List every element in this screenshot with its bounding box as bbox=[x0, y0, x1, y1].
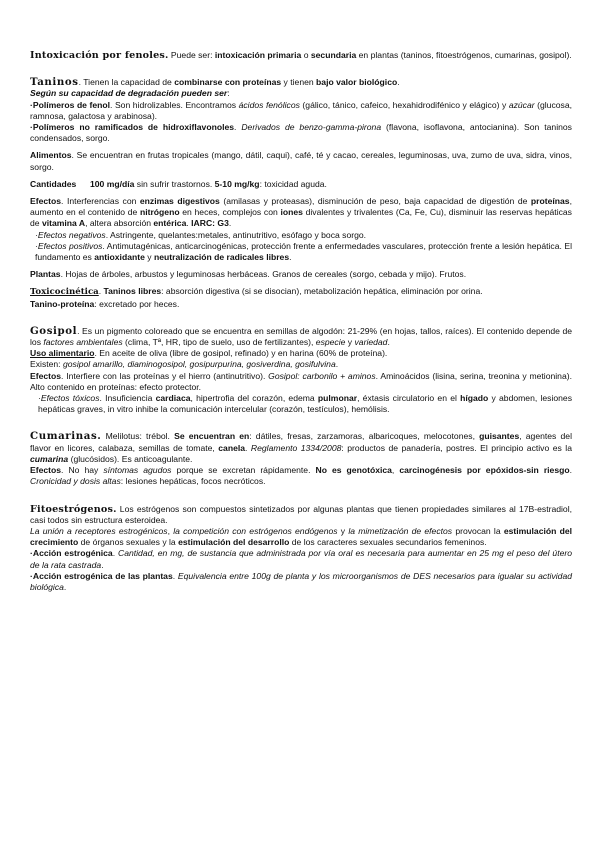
cumarinas-efectos: Efectos. No hay síntomas agudos porque se excretan rápidamente. No es genotóxica, carcinogénesis por epóxidos-sin riesgo. Cronicidad y dosis altas: lesiones hepáticas, focos necróticos. bbox=[30, 465, 573, 487]
document-page bbox=[30, 50, 572, 593]
taninos-polimeros-fenol: ·Polímeros de fenol. Son hidrolizables. Encontramos ácidos fenólicos (gálico, tánico, cafeico, hexahidrodifénico y elágico) y azúcar (glucosa, ramnosa, galactosa y arabinosa). bbox=[30, 99, 573, 121]
gosipol-efectos-toxicos: ·Efectos tóxicos. Insuficiencia cardiaca, hipertrofia del corazón, edema pulmonar, éxtasis circulatorio en el hígado y abdomen, lesiones hepáticas graves, in vitro inhibe la comunicación intercelular (corazón, testículos), hemólisis. bbox=[38, 393, 572, 415]
fitoestrogenos-accion-plantas: ·Acción estrogénica de las plantas. Equivalencia entre 100g de planta y los microorganismos de DES necesarios para igualar su actividad biológica. bbox=[30, 570, 573, 592]
gosipol-paragraph: Gosipol. Es un pigmento coloreado que se encuentra en semillas de algodón: 21-29% (en hojas, tallos, raíces). El contenido depende de los factores ambientales (clima, Tª, HR, tipo de suelo, uso de fertilizantes), especie y variedad. bbox=[30, 324, 572, 348]
fenoles-heading: Intoxicación por fenoles. bbox=[30, 50, 169, 61]
gosipol-existen: Existen: gosipol amarillo, diaminogosipol, gosipurpurina, gosiverdina, gosifulvina. bbox=[30, 359, 339, 370]
taninos-heading: Taninos bbox=[30, 76, 79, 89]
taninos-paragraph: Taninos. Tienen la capacidad de combinarse con proteínas y tienen bajo valor biológico. bbox=[30, 76, 400, 89]
taninos-cantidades: Cantidades 100 mg/día sin sufrir trastornos. 5-10 mg/kg: toxicidad aguda. bbox=[30, 178, 327, 189]
taninos-efectos: Efectos. Interferencias con enzimas digestivos (amilasas y proteasas), disminución de peso, baja capacidad de digestión de proteínas, aumento en el contenido de nitrógeno en heces, complejos con iones divalentes y trivalentes (Ca, Fe, Cu), disminuir las reservas hepáticas de vitamina A, altera absorción entérica. IARC: G3. bbox=[30, 196, 572, 229]
gosipol-efectos: Efectos. Interfiere con las proteínas y el hierro (antinutritivo). Gosipol: carbonilo + aminos. Aminoácidos (lisina, serina, treonina y metionina). Alto contenido en proteínas: efecto protector. bbox=[30, 370, 572, 392]
fitoestrogenos-paragraph: Fitoestrógenos. Los estrógenos son compuestos sintetizados por algunas plantas que tienen propiedades similares al 17B-estradiol, casi todos sin estructura esteroidea. bbox=[30, 503, 572, 525]
cumarinas-heading: Cumarinas. bbox=[30, 430, 102, 443]
taninos-polimeros-no-ramificados: ·Polímeros no ramificados de hidroxiflavonoles. Derivados de benzo-gamma-pirona (flavona, isoflavona, antocianina). Son taninos condensados, sorgo. bbox=[30, 122, 572, 144]
taninos-alimentos: Alimentos. Se encuentran en frutas tropicales (mango, dátil, caqui), café, té y cacao, cereales, leguminosas, uva, zumo de uva, sidra, vinos, sorgo. bbox=[30, 150, 572, 172]
gosipol-uso: Uso alimentario. En aceite de oliva (libre de gosipol, refinado) y en harina (60% de proteína). bbox=[30, 348, 388, 359]
taninos-efectos-positivos: ·Efectos positivos. Antimutagénicas, anticarcinogénicas, protección frente a enfermedades vasculares, protección frente a lesión hepática. El fundamento es antioxidante y neutralización de radicales libres. bbox=[35, 240, 572, 263]
gosipol-heading: Gosipol bbox=[30, 324, 78, 337]
fenoles-paragraph: Intoxicación por fenoles. Puede ser: intoxicación primaria o secundaria en plantas (taninos, fitoestrógenos, cumarinas, gosipol). bbox=[30, 50, 572, 61]
fitoestrogenos-accion-estrogenica: ·Acción estrogénica. Cantidad, en mg, de sustancia que administrada por vía oral es necesaria para aumentar en 25 mg el peso del útero de la rata castrada. bbox=[30, 548, 573, 570]
fitoestrogenos-heading: Fitoestrógenos. bbox=[30, 503, 117, 515]
fitoestrogenos-mecanismo: La unión a receptores estrogénicos, la competición con estrógenos endógenos y la mimetización de efectos provocan la estimulación del crecimiento de órganos sexuales y la estimulación del desarrollo de los caracteres sexuales secundarios femeninos. bbox=[30, 525, 572, 548]
taninos-efectos-negativos: ·Efectos negativos. Astringente, quelantes:metales, antinutritivo, esófago y boca sorgo. bbox=[35, 229, 367, 240]
taninos-tanino-proteina: Tanino-proteína: excretado por heces. bbox=[30, 298, 180, 309]
taninos-degradacion: Según su capacidad de degradación pueden ser: bbox=[30, 88, 230, 99]
taninos-plantas: Plantas. Hojas de árboles, arbustos y leguminosas herbáceas. Granos de cereales (sorgo, cebada y mijo). Frutos. bbox=[30, 269, 467, 280]
taninos-toxicocinetica: Toxicocinética. Taninos libres: absorción digestiva (si se disocian), metabolización hepática, eliminación por orina. bbox=[30, 286, 483, 298]
cumarinas-paragraph: Cumarinas. Melilotus: trébol. Se encuentran en: dátiles, fresas, zarzamoras, albaricoques, melocotones, guisantes, agentes del flavor en licores, calabaza, semillas de tomate, canela. Reglamento 1334/2008: productos de panadería, postres. El principio activo es la cumarina (glucósidos). Es anticoagulante. bbox=[30, 430, 572, 464]
